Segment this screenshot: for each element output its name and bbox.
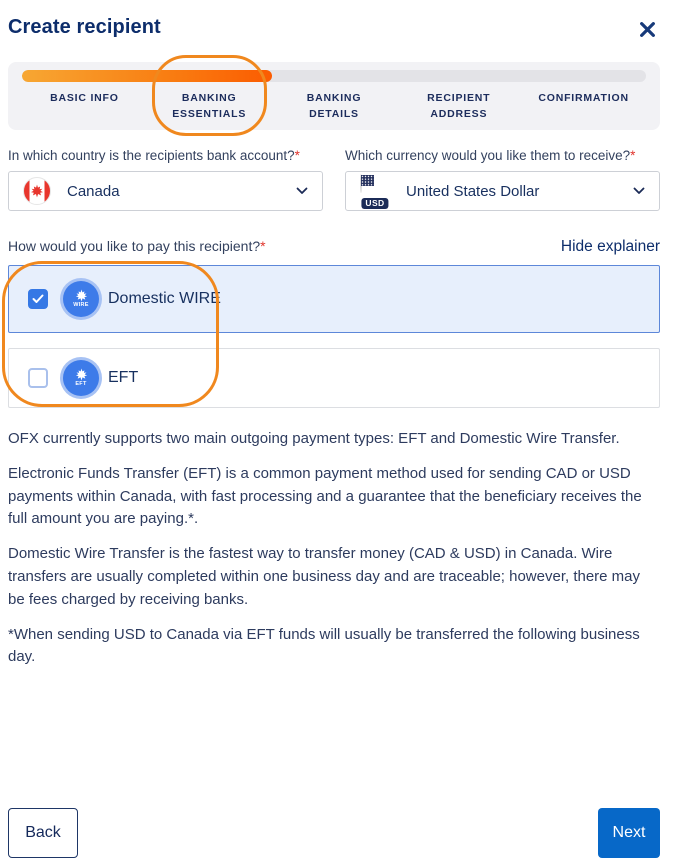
step-banking-details: BANKING DETAILS [306,92,362,120]
chevron-down-icon [296,187,308,195]
hide-explainer-link[interactable]: Hide explainer [560,238,660,255]
explainer-paragraph: Electronic Funds Transfer (EFT) is a common payment method used for sending CAD or USD payments within Canada, with fast processing and a guarantee that the beneficiary receives the full amount you are paying.*. [8,464,642,528]
form-fields-row [8,148,660,211]
required-asterisk: * [260,238,266,254]
payment-option-domestic-wire[interactable] [8,265,660,333]
currency-select-value: United States Dollar [406,182,540,200]
canada-flag-icon [23,177,51,205]
modal-footer [8,808,660,858]
explainer-text [8,428,660,669]
country-select-value: Canada [67,182,120,200]
step-recipient-address: RECIPIENT ADDRESS [427,92,491,120]
required-asterisk: * [630,148,636,163]
country-field-label: In which country is the recipients bank account?* [8,148,300,163]
checkmark-icon [32,294,44,304]
step-labels [22,91,646,123]
explainer-paragraph: *When sending USD to Canada via EFT funds will usually be transferred the following business day. [8,625,640,666]
step-confirmation: CONFIRMATION [538,92,629,104]
payment-question-row [8,238,660,256]
step-basic-info: BASIC INFO [50,92,119,104]
us-flag-icon [360,175,390,209]
chevron-down-icon [633,187,645,195]
page-title: Create recipient [8,16,161,38]
back-button[interactable]: Back [8,808,78,858]
modal-header [8,16,660,42]
close-button[interactable] [635,17,660,42]
domestic-wire-label: Domestic WIRE [108,290,221,307]
currency-field-label: Which currency would you like them to receive?* [345,148,636,163]
eft-icon: EFT [63,360,99,396]
currency-select[interactable] [345,171,660,211]
explainer-paragraph: OFX currently supports two main outgoing payment types: EFT and Domestic Wire Transfer. [8,430,620,447]
maple-leaf-icon [75,289,88,302]
close-icon [639,26,656,41]
progress-stepper [8,62,660,130]
payment-option-eft[interactable] [8,348,660,408]
required-asterisk: * [294,148,300,163]
progress-track [22,70,646,82]
currency-code-badge: USD [361,198,388,210]
eft-label: EFT [108,369,139,386]
explainer-paragraph: Domestic Wire Transfer is the fastest way to transfer money (CAD & USD) in Canada. Wire transfers are usually completed within one business day and are traceable; however, there may be fees charged by receiving banks. [8,545,641,608]
maple-leaf-icon [75,368,88,381]
payment-question-label: How would you like to pay this recipient?* [8,238,266,254]
country-select[interactable] [8,171,323,211]
domestic-wire-checkbox[interactable] [28,289,48,309]
eft-checkbox[interactable] [28,368,48,388]
domestic-wire-icon: WIRE [63,281,99,317]
next-button[interactable]: Next [598,808,660,858]
step-banking-essentials: BANKING ESSENTIALS [172,92,247,120]
currency-field [345,148,660,211]
progress-fill [22,70,272,82]
country-field [8,148,323,211]
